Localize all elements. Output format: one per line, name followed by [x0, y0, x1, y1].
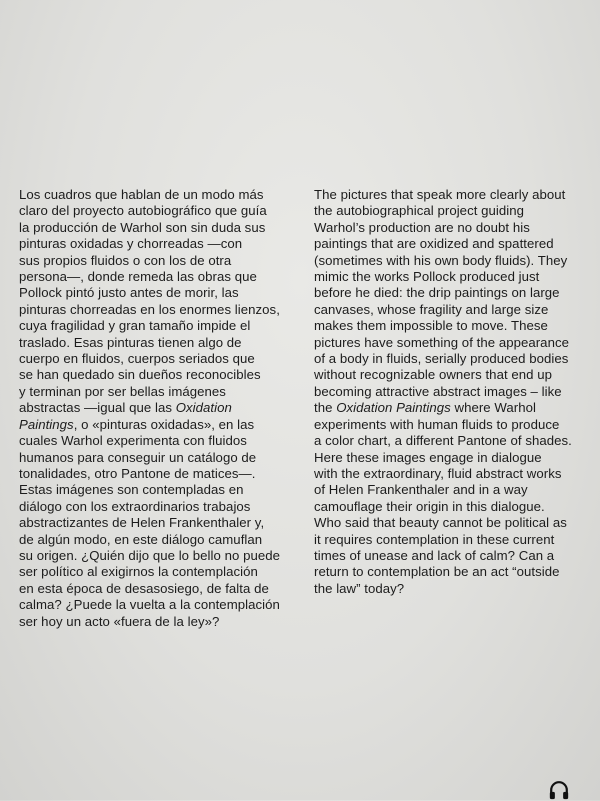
text-line: abstractizantes de Helen Frankenthaler y, [19, 515, 265, 531]
text-line: without recognizable owners that end up [314, 367, 553, 383]
text-line: (sometimes with his own body fluids). They [314, 252, 568, 268]
text-line: ser hoy un acto «fuera de la ley»? [19, 613, 220, 629]
text-line: Warhol’s production are no doubt his [314, 219, 530, 235]
text-line: sus propios fluidos o con los de otra [19, 252, 232, 268]
text-line: humanos para conseguir un catálogo de [19, 449, 257, 465]
text-line: cuerpo en fluidos, cuerpos seriados que [19, 351, 255, 367]
text-line: canvases, whose fragility and large size [314, 301, 549, 317]
text-line: Pollock pintó justo antes de morir, las [19, 285, 239, 301]
text-line: claro del proyecto autobiográfico que guía [19, 203, 267, 219]
text-line: tonalidades, otro Pantone de matices—. [19, 465, 256, 481]
text-line: se han quedado sin dueños reconocibles [19, 367, 261, 383]
text-line: experiments with human fluids to produce [314, 416, 560, 432]
text-line: pinturas oxidadas y chorreadas —con [19, 236, 243, 252]
text-line: cuales Warhol experimenta con fluidos [19, 433, 247, 449]
text-line: Paintings, o «pinturas oxidadas», en las [19, 416, 255, 432]
italic-title: Paintings [19, 416, 74, 432]
text-line: times of unease and lack of calm? Can a [314, 547, 555, 563]
text-line: de algún modo, en este diálogo camuflan [19, 531, 263, 547]
text-line: return to contemplation be an act “outside [314, 564, 560, 580]
text-line: paintings that are oxidized and spattered [314, 236, 554, 252]
text-line: cuya fragilidad y gran tamaño impide el [19, 318, 251, 334]
text-line: Los cuadros que hablan de un modo más [19, 187, 264, 202]
text-line: y terminan por ser bellas imágenes [19, 383, 226, 399]
spanish-text-column [19, 187, 291, 630]
italic-title: Oxidation [175, 400, 232, 416]
text-line: pictures have something of the appearance [314, 334, 569, 350]
text-line: Estas imágenes son contempladas en [19, 482, 244, 498]
text-line: the Oxidation Paintings where Warhol [314, 400, 536, 416]
text-line: the law” today? [314, 580, 405, 596]
text-line: of a body in fluids, serially produced bodies [314, 351, 569, 367]
text-line: diálogo con los extraordinarios trabajos [19, 498, 251, 514]
text-line: su origen. ¿Quién dijo que lo bello no puede [19, 547, 281, 563]
text-line: camouflage their origin in this dialogue. [314, 498, 545, 514]
text-line: it requires contemplation in these current [314, 531, 555, 547]
text-line: the autobiographical project guiding [314, 203, 525, 219]
text-line: persona—, donde remeda las obras que [19, 269, 257, 285]
english-text-column [314, 187, 586, 597]
text-line: before he died: the drip paintings on large [314, 285, 560, 301]
text-line: ser político al exigirnos la contemplación [19, 564, 258, 580]
text-line: en esta época de desasosiego, de falta de [19, 580, 269, 596]
text-line: Who said that beauty cannot be political as [314, 515, 567, 531]
text-line: abstractas —igual que las Oxidation [19, 400, 232, 416]
text-line: a color chart, a different Pantone of shades. [314, 433, 572, 449]
text-line: Here these images engage in dialogue [314, 449, 542, 465]
text-line: with the extraordinary, fluid abstract works [314, 465, 562, 481]
text-line: of Helen Frankenthaler and in a way [314, 482, 528, 498]
text-line: mimic the works Pollock produced just [314, 269, 540, 285]
text-line: la producción de Warhol son sin duda sus [19, 219, 266, 235]
text-line: calma? ¿Puede la vuelta a la contemplación [19, 597, 280, 613]
text-line: pinturas chorreadas en los enormes lienzos, [19, 301, 280, 317]
headphones-icon[interactable] [548, 779, 570, 801]
text-line: The pictures that speak more clearly about [314, 187, 566, 202]
text-line: becoming attractive abstract images – like [314, 383, 562, 399]
italic-title: Oxidation Paintings [336, 400, 451, 416]
text-line: makes them impossible to move. These [314, 318, 548, 334]
text-line: traslado. Esas pinturas tienen algo de [19, 334, 242, 350]
